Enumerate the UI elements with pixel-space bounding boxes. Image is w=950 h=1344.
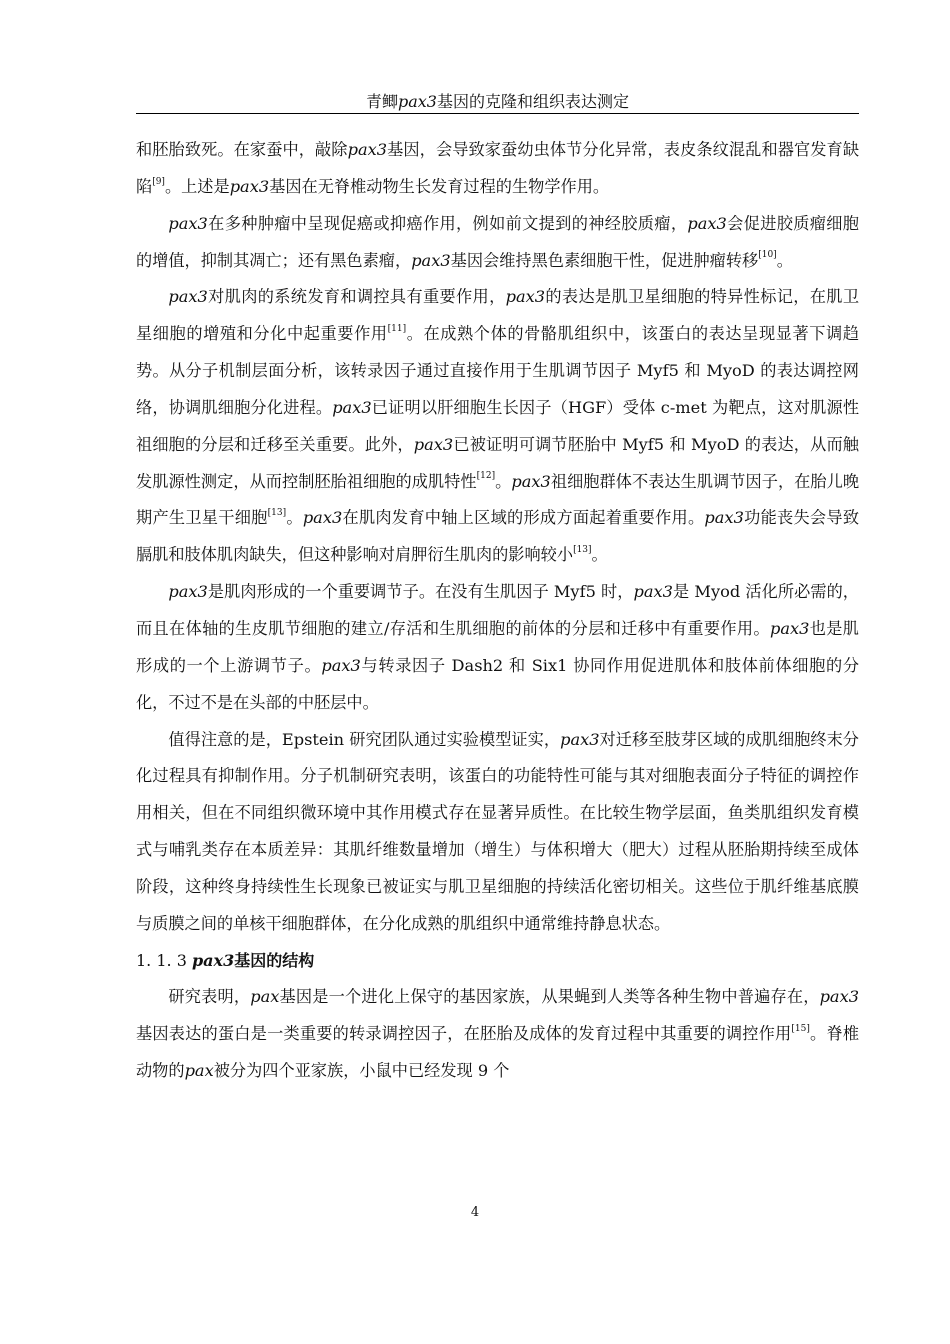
text-run: 在多种肿瘤中呈现促癌或抑癌作用，例如前文提到的神经胶质瘤， <box>207 213 688 233</box>
gene-name: pax3 <box>704 508 744 528</box>
citation-ref: [13] <box>267 508 287 519</box>
citation-ref: [10] <box>758 250 777 261</box>
gene-name: pax3 <box>321 655 361 675</box>
text-run: 对迁移至肢芽区域的成肌细胞终末分化过程具有抑制作用。分子机制研究表明，该蛋白的功能特性可能与其对细胞表面分子特征的调控作用相关，但在不同组织微环境中其作用模式存在显著异质性。在比较生物学层面，鱼类肌组织发育模式与哺乳类存在本质差异：其肌纤维数量增加（增生）与体积增大（肥大）过程从胚胎期持续至成体阶段，这种终身持续性生长现象已被证实与肌卫星细胞的持续活化密切相关。这些位于肌纤维基底膜与质膜之间的单核干细胞群体，在分化成熟的肌组织中通常维持静息状态。 <box>136 729 859 933</box>
text-run: 已证明以肝细胞生长因子（HGF）受体 c-met 为靶点，这对肌源性祖细胞的分层和迁移至关重要。此外， <box>136 397 860 454</box>
header-gene: pax3 <box>398 92 437 111</box>
header-prefix: 青鲫 <box>365 92 398 111</box>
paragraph <box>136 722 859 943</box>
text-run: 。脊椎动物的 <box>136 1024 860 1081</box>
text-run: 是 Myod 活化所必需的，而且在体轴的生皮肌节细胞的建立/存活和生肌细胞的前体的分层和迁移中有重要作用。 <box>136 582 859 638</box>
gene-name: pax3 <box>168 582 208 602</box>
text-run: 会促进胶质瘤细胞的增值，抑制其凋亡；还有黑色素瘤， <box>136 213 859 270</box>
paragraph <box>136 206 859 280</box>
text-run: 基因是一个进化上保守的基因家族，从果蝇到人类等各种生物中普遍存在， <box>279 987 820 1007</box>
header-rule <box>136 113 859 114</box>
gene-name: pax3 <box>347 140 388 159</box>
text-run: 。 <box>776 250 793 270</box>
text-run: 是肌肉形成的一个重要调节子。在没有生肌因子 Myf5 时， <box>207 582 634 602</box>
citation-ref: [12] <box>476 471 496 482</box>
paragraph <box>136 979 859 1090</box>
section-title: 基因的结构 <box>234 950 315 970</box>
text-run: 也是肌形成的一个上游调节子。 <box>136 618 859 675</box>
citation-ref: [15] <box>791 1024 810 1035</box>
paragraph <box>136 574 859 721</box>
text-run: 基因会维持黑色素细胞干性，促进肿瘤转移 <box>450 250 759 270</box>
body-text <box>136 132 859 1090</box>
gene-name: pax3 <box>511 471 551 491</box>
text-run: 对肌肉的系统发育和调控具有重要作用， <box>207 287 506 307</box>
text-run: 研究表明， <box>168 987 251 1007</box>
gene-name: pax <box>250 987 280 1007</box>
gene-name: pax3 <box>687 213 727 233</box>
text-run: 在肌肉发育中轴上区域的形成方面起着重要作用。 <box>342 508 705 528</box>
section-gene: pax3 <box>191 950 235 970</box>
gene-name: pax3 <box>819 987 860 1007</box>
gene-name: pax <box>184 1061 214 1081</box>
gene-name: pax3 <box>769 618 810 638</box>
text-run: 被分为四个亚家族，小鼠中已经发现 9 个 <box>213 1061 510 1081</box>
gene-name: pax3 <box>332 397 372 417</box>
text-run: 基因在无脊椎动物生长发育过程的生物学作用。 <box>269 176 610 196</box>
gene-name: pax3 <box>168 213 208 233</box>
gene-name: pax3 <box>413 434 454 454</box>
citation-ref: [11] <box>387 324 407 335</box>
section-heading <box>136 943 859 980</box>
gene-name: pax3 <box>411 250 451 270</box>
gene-name: pax3 <box>229 176 270 196</box>
text-run: 。 <box>495 471 512 491</box>
header-suffix: 基因的克隆和组织表达测定 <box>436 92 629 111</box>
section-number: 1. 1. 3 <box>136 950 187 970</box>
text-run: 基因，会导致家蚕幼虫体节分化异常，表皮条纹混乱和器官发育缺陷 <box>136 140 860 196</box>
text-run: 。 <box>591 545 608 565</box>
citation-ref: [9] <box>152 176 165 187</box>
text-run: 。 <box>286 508 303 528</box>
text-run: 值得注意的是，Epstein 研究团队通过实验模型证实， <box>168 729 561 749</box>
text-run: 功能丧失会导致膈肌和肢体肌肉缺失，但这种影响对肩胛衍生肌肉的影响较小 <box>136 508 860 565</box>
text-run: 基因表达的蛋白是一类重要的转录调控因子，在胚胎及成体的发育过程中其重要的调控作用 <box>136 1024 792 1044</box>
text-run: 的表达是肌卫星细胞的特异性标记，在肌卫星细胞的增殖和分化中起重要作用 <box>136 287 860 344</box>
paragraph <box>136 132 859 206</box>
page-number: 4 <box>470 1205 480 1220</box>
text-run: 已被证明可调节胚胎中 Myf5 和 MyoD 的表达，从而触发肌源性测定，从而控制胚胎祖细胞的成肌特性 <box>136 434 859 491</box>
text-run: 和胚胎致死。在家蚕中，敲除 <box>136 140 348 159</box>
gene-name: pax3 <box>302 508 343 528</box>
text-run: 与转录因子 Dash2 和 Six1 协同作用促进肌体和肢体前体细胞的分化，不过不是在头部的中胚层中。 <box>136 655 860 712</box>
text-run: 。在成熟个体的骨骼肌组织中，该蛋白的表达呈现显著下调趋势。从分子机制层面分析，该转录因子通过直接作用于生肌调节因子 Myf5 和 MyoD 的表达调控网络，协调肌细胞分化进程。 <box>136 324 860 417</box>
gene-name: pax3 <box>505 287 546 307</box>
gene-name: pax3 <box>633 582 673 602</box>
running-header <box>136 91 859 113</box>
paragraph <box>136 279 859 574</box>
text-run: 祖细胞群体不表达生肌调节因子，在胎儿晚期产生卫星干细胞 <box>136 471 860 528</box>
gene-name: pax3 <box>168 287 208 307</box>
citation-ref: [13] <box>573 545 592 556</box>
gene-name: pax3 <box>560 729 600 749</box>
text-run: 。上述是 <box>164 176 230 196</box>
